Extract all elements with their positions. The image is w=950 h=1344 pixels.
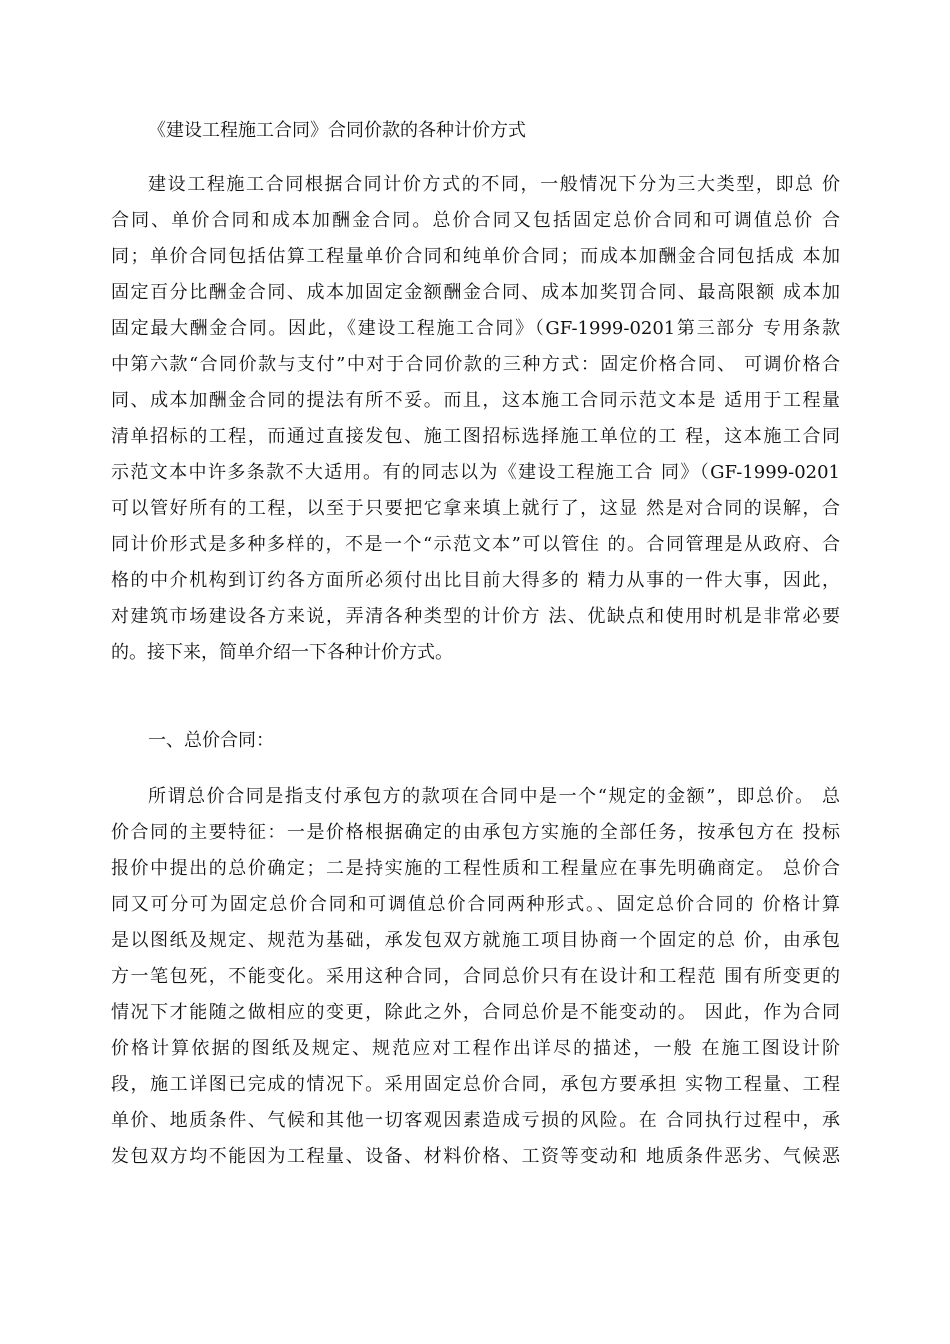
paragraph-line: 报价中提出的总价确定；二是持实施的工程性质和工程量应在事先明确商定。 总价合 <box>111 858 840 879</box>
paragraph-line: 中第六款“合同价款与支付”中对于合同价款的三种方式：固定价格合同、 可调价格合 <box>111 354 840 375</box>
paragraph-line: 清单招标的工程，而通过直接发包、施工图招标选择施工单位的工 程，这本施工合同 <box>111 426 840 447</box>
paragraph-line: 固定最大酬金合同。因此，《建设工程施工合同》（GF-1999-0201第三部分 专用条款 <box>111 318 840 339</box>
paragraph-line: 价格计算依据的图纸及规定、规范应对工程作出详尽的描述，一般 在施工图设计阶 <box>111 1038 840 1059</box>
paragraph-line: 所谓总价合同是指支付承包方的款项在合同中是一个“规定的金额”，即总价。 总 <box>148 786 840 807</box>
paragraph-line: 对建筑市场建设各方来说，弄清各种类型的计价方 法、优缺点和使用时机是非常必要 <box>111 606 840 627</box>
paragraph-line: 示范文本中许多条款不大适用。有的同志以为《建设工程施工合 同》（GF-1999-0201 <box>111 462 840 483</box>
paragraph-line: 合同、单价合同和成本加酬金合同。总价合同又包括固定总价合同和可调值总价 合 <box>111 210 840 231</box>
paragraph-line: 同；单价合同包括估算工程量单价合同和纯单价合同；而成本加酬金合同包括成 本加 <box>111 246 840 267</box>
paragraph-line: 情况下才能随之做相应的变更，除此之外，合同总价是不能变动的。 因此，作为合同 <box>111 1002 840 1023</box>
paragraph-line: 格的中介机构到订约各方面所必须付出比目前大得多的 精力从事的一件大事，因此， <box>111 570 840 591</box>
paragraph-line: 的。接下来，简单介绍一下各种计价方式。 <box>111 642 453 663</box>
paragraph-line: 是以图纸及规定、规范为基础，承发包双方就施工项目协商一个固定的总 价，由承包 <box>111 930 840 951</box>
paragraph-line: 同又可分可为固定总价合同和可调值总价合同两种形式。、固定总价合同的 价格计算 <box>111 894 840 915</box>
section-heading: 一、总价合同： <box>148 730 274 751</box>
document-title: 《建设工程施工合同》合同价款的各种计价方式 <box>148 120 526 141</box>
paragraph-line: 固定百分比酬金合同、成本加固定金额酬金合同、成本加奖罚合同、最高限额 成本加 <box>111 282 840 303</box>
paragraph-line: 同计价形式是多种多样的，不是一个“示范文本”可以管住 的。合同管理是从政府、合 <box>111 534 840 555</box>
paragraph-line: 价合同的主要特征：一是价格根据确定的由承包方实施的全部任务，按承包方在 投标 <box>111 822 840 843</box>
paragraph-line: 建设工程施工合同根据合同计价方式的不同，一般情况下分为三大类型，即总 价 <box>148 174 840 195</box>
paragraph-line: 单价、地质条件、气候和其他一切客观因素造成亏损的风险。在 合同执行过程中，承 <box>111 1110 840 1131</box>
paragraph-line: 段，施工详图已完成的情况下。采用固定总价合同，承包方要承担 实物工程量、工程 <box>111 1074 840 1095</box>
paragraph-line: 同、成本加酬金合同的提法有所不妥。而且，这本施工合同示范文本是 适用于工程量 <box>111 390 840 411</box>
paragraph-line: 方一笔包死，不能变化。采用这种合同，合同总价只有在设计和工程范 围有所变更的 <box>111 966 840 987</box>
paragraph-line: 发包双方均不能因为工程量、设备、材料价格、工资等变动和 地质条件恶劣、气候恶 <box>111 1146 840 1167</box>
paragraph-line: 可以管好所有的工程，以至于只要把它拿来填上就行了，这显 然是对合同的误解，合 <box>111 498 840 519</box>
